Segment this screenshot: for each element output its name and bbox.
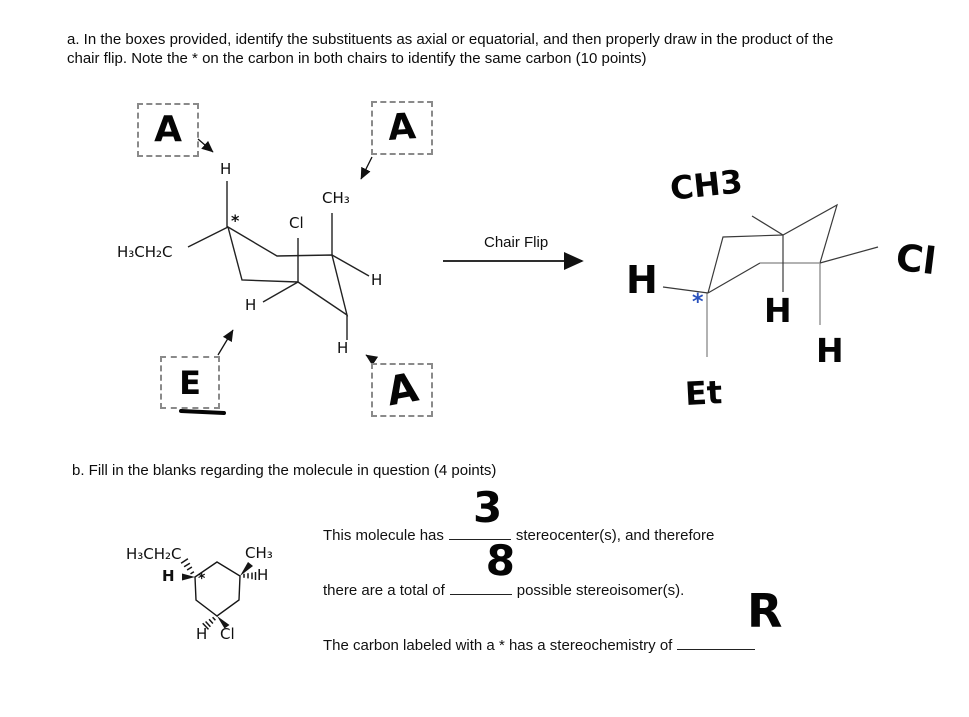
handwritten-answer-stereochemistry: R (747, 584, 783, 638)
sentence3-before: The carbon labeled with a * has a stereochemistry of (323, 637, 673, 654)
right-chair-star: * (692, 290, 704, 315)
left-chair-cl-label: Cl (289, 214, 304, 232)
arrow-top-right (361, 157, 372, 179)
left-chair-bond-h-eq-left (263, 282, 298, 302)
handwritten-cl-label: Cl (893, 235, 939, 284)
molecule-ch3-label: CH₃ (245, 544, 273, 562)
sentence-stereocenters (323, 526, 714, 544)
right-chair-skeleton (663, 205, 878, 357)
left-chair-ethyl-label: H₃CH₂C (117, 243, 173, 261)
handwritten-equatorial-bottom-left: E (179, 363, 201, 402)
left-chair-h-eq-left-label: H (245, 296, 257, 314)
molecule-ethyl-label: H₃CH₂C (126, 545, 182, 563)
handwritten-et-label: Et (684, 373, 724, 413)
handwritten-h-mid-label: H (764, 291, 792, 330)
handwritten-axial-bottom-right: A (382, 364, 422, 416)
answer-box-bottom-right (371, 363, 433, 417)
chair-flip-label: Chair Flip (484, 234, 549, 251)
prompt-a-line1: a. In the boxes provided, identify the substituents as axial or equatorial, and then properly draw in the product of the (67, 31, 834, 48)
hexagon-stereo-bonds (181, 559, 255, 630)
molecule-star: * (198, 571, 206, 587)
sentence-stereochemistry (323, 636, 760, 654)
handwritten-answer-stereoisomers: 8 (484, 535, 517, 586)
left-chair-ch3-label: CH₃ (322, 189, 350, 207)
bold-wedge-h-left (182, 574, 195, 581)
left-chair-h-eq-right-label: H (371, 271, 383, 289)
left-chair-h-top-label: H (220, 160, 232, 178)
left-chair-star: * (231, 211, 240, 230)
molecule-h-bottom-label: H (196, 625, 208, 643)
handwritten-ch3-label: CH3 (668, 162, 745, 208)
handwritten-answer-stereocenters: 3 (473, 483, 503, 532)
molecule-cl-label: Cl (220, 625, 235, 643)
sentence1-after: stereocenter(s), and therefore (515, 527, 715, 544)
arrow-bottom-left (218, 330, 233, 355)
answer-box-top-left (137, 103, 199, 157)
sentence2-before: there are a total of (323, 582, 445, 599)
arrow-top-left (198, 139, 213, 152)
handwritten-underline (181, 411, 224, 413)
left-chair-h-ax-bottom-label: H (337, 339, 349, 357)
answer-box-top-right (371, 101, 433, 155)
arrow-bottom-right (366, 355, 375, 361)
answer-box-bottom-left (160, 356, 220, 409)
left-chair-bond-h-eq-right (332, 255, 369, 276)
molecule-h-right-label: H (257, 566, 269, 584)
sentence1-before: This molecule has (323, 527, 444, 544)
handwritten-axial-top-right: A (386, 106, 418, 149)
sentence2-after: possible stereoisomer(s). (516, 582, 685, 599)
left-chair-bond-ethyl (188, 227, 228, 247)
blank-stereochemistry (677, 636, 755, 650)
handwritten-h-bottom-label: H (816, 331, 844, 370)
handwritten-h-left-label: H (626, 258, 658, 302)
molecule-h-left-label: H (162, 567, 175, 585)
prompt-a-line2: chair flip. Note the * on the carbon in both chairs to identify the same carbon (10 points) (67, 50, 647, 67)
bold-wedge-ch3 (240, 562, 253, 576)
handwritten-axial-top-left: A (154, 109, 182, 150)
prompt-b: b. Fill in the blanks regarding the molecule in question (4 points) (72, 462, 497, 479)
